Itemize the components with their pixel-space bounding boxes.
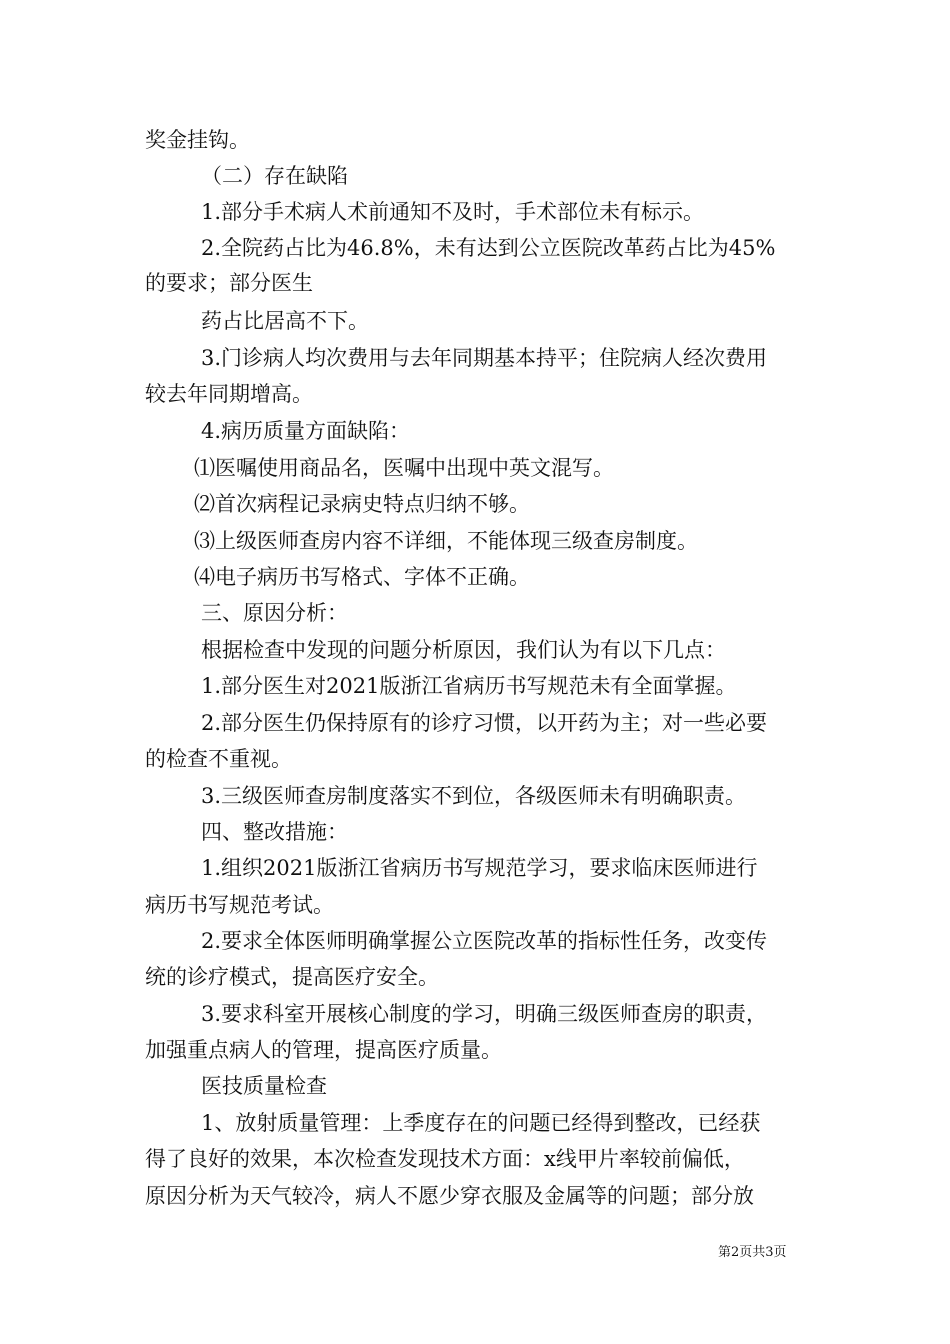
- text-line: 的检查不重视。: [145, 747, 292, 771]
- text-line: 病历书写规范考试。: [145, 893, 334, 917]
- text-line: 4.病历质量方面缺陷：: [201, 419, 411, 443]
- section-heading: （二）存在缺陷: [201, 164, 348, 188]
- text-line: 得了良好的效果，本次检查发现技术方面：x线甲片率较前偏低，: [145, 1147, 745, 1171]
- text-line: 2.要求全体医师明确掌握公立医院改革的指标性任务，改变传: [201, 929, 768, 953]
- text-line: 药占比居高不下。: [201, 309, 369, 333]
- text-line: 2.部分医生仍保持原有的诊疗习惯，以开药为主；对一些必要: [201, 711, 768, 735]
- text-line: 原因分析为天气较冷，病人不愿少穿衣服及金属等的问题；部分放: [145, 1184, 754, 1208]
- text-line: 的要求；部分医生: [145, 271, 313, 295]
- text-line: 1、放射质量管理：上季度存在的问题已经得到整改，已经获: [201, 1111, 761, 1135]
- text-line: 3.要求科室开展核心制度的学习，明确三级医师查房的职责，: [201, 1002, 768, 1026]
- text-line: 加强重点病人的管理，提高医疗质量。: [145, 1038, 502, 1062]
- text-line: 3.门诊病人均次费用与去年同期基本持平；住院病人经次费用: [201, 346, 768, 370]
- text-line: 根据检查中发现的问题分析原因，我们认为有以下几点：: [201, 638, 726, 662]
- page-number: 第2页共3页: [718, 1245, 787, 1260]
- text-line: ⑵首次病程记录病史特点归纳不够。: [194, 492, 530, 516]
- section-heading: 三、原因分析：: [201, 601, 348, 625]
- text-line: ⑶上级医师查房内容不详细，不能体现三级查房制度。: [194, 529, 698, 553]
- text-line: ⑴医嘱使用商品名，医嘱中出现中英文混写。: [194, 456, 614, 480]
- text-line: ⑷电子病历书写格式、字体不正确。: [194, 565, 530, 589]
- text-line: 统的诊疗模式，提高医疗安全。: [145, 965, 439, 989]
- text-line: 3.三级医师查房制度落实不到位，各级医师未有明确职责。: [201, 784, 747, 808]
- text-line: 较去年同期增高。: [145, 382, 313, 406]
- text-line: 1.部分医生对2021版浙江省病历书写规范未有全面掌握。: [201, 674, 737, 698]
- text-line: 1.组织2021版浙江省病历书写规范学习，要求临床医师进行: [201, 856, 758, 880]
- text-line: 奖金挂钩。: [145, 128, 250, 152]
- section-heading: 医技质量检查: [201, 1074, 327, 1098]
- text-line: 2.全院药占比为46.8%，未有达到公立医院改革药占比为45%: [201, 236, 776, 260]
- text-line: 1.部分手术病人术前通知不及时，手术部位未有标示。: [201, 200, 705, 224]
- section-heading: 四、整改措施：: [201, 820, 348, 844]
